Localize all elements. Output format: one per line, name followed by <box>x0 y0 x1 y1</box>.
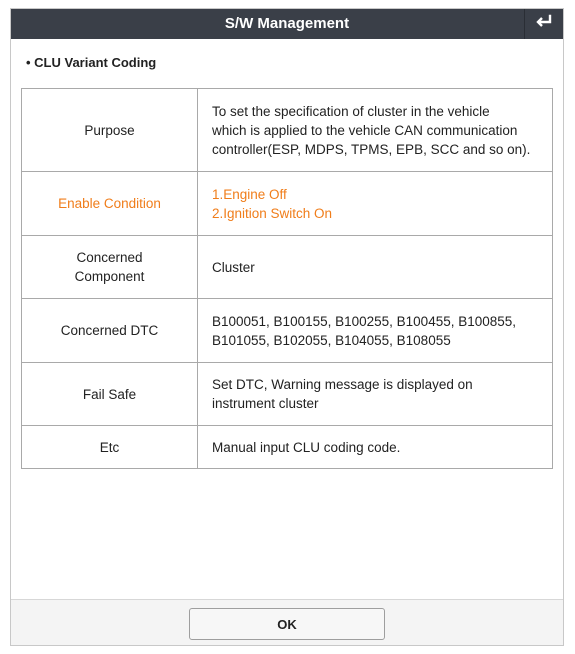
return-arrow-icon <box>535 14 553 35</box>
row-value: To set the specification of cluster in the vehicle which is applied to the vehicle CAN communication controller(ESP, MDPS, TPMS, EPB, SCC and so on). <box>198 89 553 172</box>
section-title: • CLU Variant Coding <box>26 55 157 70</box>
sw-management-dialog <box>10 8 564 646</box>
back-button[interactable] <box>524 9 563 39</box>
row-value: B100051, B100155, B100255, B100455, B100855, B101055, B102055, B104055, B108055 <box>198 299 553 363</box>
row-label: Etc <box>22 426 198 469</box>
row-label: Enable Condition <box>22 172 198 236</box>
row-label: Concerned Component <box>22 236 198 299</box>
row-label: Purpose <box>22 89 198 172</box>
table-row <box>22 89 553 172</box>
table-row <box>22 172 553 236</box>
row-value: Manual input CLU coding code. <box>198 426 553 469</box>
dialog-title: S/W Management <box>224 15 350 32</box>
dialog-footer <box>11 599 563 645</box>
row-label: Concerned DTC <box>22 299 198 363</box>
ok-button[interactable]: OK <box>189 608 385 640</box>
row-value: 1.Engine Off 2.Ignition Switch On <box>198 172 553 236</box>
table-row <box>22 236 553 299</box>
row-value: Set DTC, Warning message is displayed on instrument cluster <box>198 363 553 426</box>
row-label: Fail Safe <box>22 363 198 426</box>
title-bar <box>11 9 563 39</box>
row-value: Cluster <box>198 236 553 299</box>
table-row <box>22 299 553 363</box>
table-row <box>22 363 553 426</box>
info-table <box>21 88 553 469</box>
table-row <box>22 426 553 469</box>
